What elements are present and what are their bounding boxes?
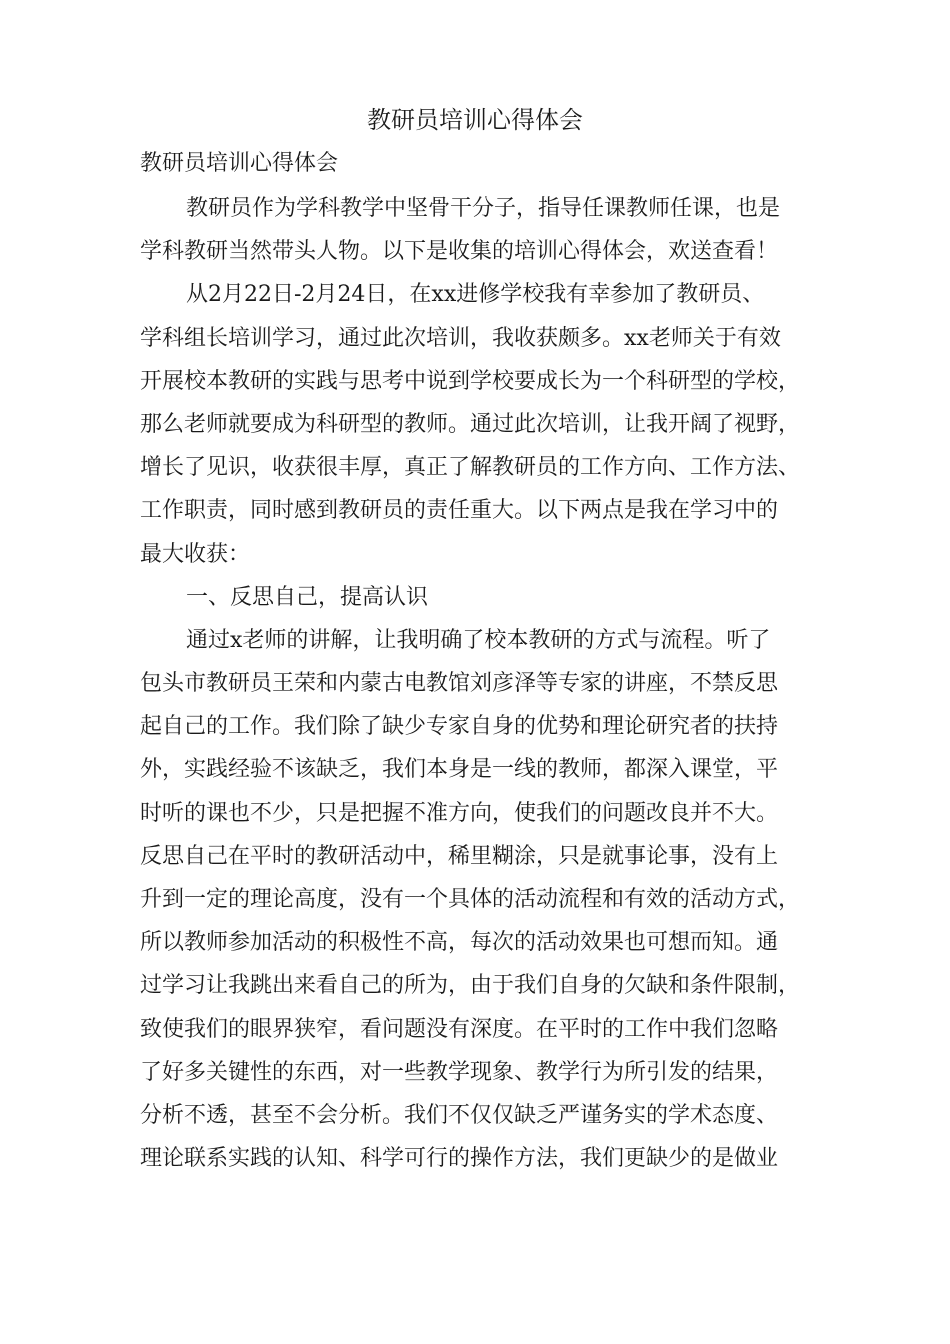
text-line: 时听的课也不少，只是把握不准方向，使我们的问题改良并不大。 <box>140 800 779 826</box>
text-line: 所以教师参加活动的积极性不高，每次的活动效果也可想而知。通 <box>140 930 779 956</box>
text-line: 学科组长培训学习，通过此次培训，我收获颇多。xx老师关于有效 <box>140 325 781 351</box>
document-title: 教研员培训心得体会 <box>367 106 583 134</box>
text-line: 开展校本教研的实践与思考中说到学校要成长为一个科研型的学校， <box>140 368 801 394</box>
text-line: 通过x老师的讲解，让我明确了校本教研的方式与流程。听了 <box>186 627 771 653</box>
text-line: 致使我们的眼界狭窄，看问题没有深度。在平时的工作中我们忽略 <box>140 1016 779 1042</box>
text-line: 反思自己在平时的教研活动中，稀里糊涂，只是就事论事，没有上 <box>140 843 779 869</box>
text-line: 增长了见识，收获很丰厚，真正了解教研员的工作方向、工作方法、 <box>140 455 801 481</box>
text-line: 包头市教研员王荣和内蒙古电教馆刘彦泽等专家的讲座，不禁反思 <box>140 671 779 697</box>
text-line: 教研员作为学科教学中坚骨干分子，指导任课教师任课，也是 <box>186 196 781 221</box>
text-line: 起自己的工作。我们除了缺少专家自身的优势和理论研究者的扶持 <box>140 714 779 740</box>
text-line: 那么老师就要成为科研型的教师。通过此次培训，让我开阔了视野， <box>140 411 801 437</box>
text-line: 学科教研当然带头人物。以下是收集的培训心得体会，欢送查看！ <box>140 239 779 265</box>
text-line: 理论联系实践的认知、科学可行的操作方法，我们更缺少的是做业 <box>140 1146 779 1172</box>
text-line: 从2月22日-2月24日，在xx进修学校我有幸参加了教研员、 <box>186 282 765 308</box>
text-line: 升到一定的理论高度，没有一个具体的活动流程和有效的活动方式， <box>140 887 801 912</box>
document-subtitle: 教研员培训心得体会 <box>140 151 339 176</box>
text-line: 分析不透，甚至不会分析。我们不仅仅缺乏严谨务实的学术态度、 <box>140 1102 779 1128</box>
text-line: 外，实践经验不该缺乏，我们本身是一线的教师，都深入课堂，平 <box>140 757 779 783</box>
section-heading: 一、反思自己，提高认识 <box>186 584 429 610</box>
document-body <box>140 187 830 1180</box>
text-line: 工作职责，同时感到教研员的责任重大。以下两点是我在学习中的 <box>140 498 779 524</box>
text-line: 最大收获： <box>140 541 251 567</box>
text-line: 了好多关键性的东西，对一些教学现象、教学行为所引发的结果， <box>140 1059 779 1085</box>
text-line: 过学习让我跳出来看自己的所为，由于我们自身的欠缺和条件限制， <box>140 973 801 999</box>
